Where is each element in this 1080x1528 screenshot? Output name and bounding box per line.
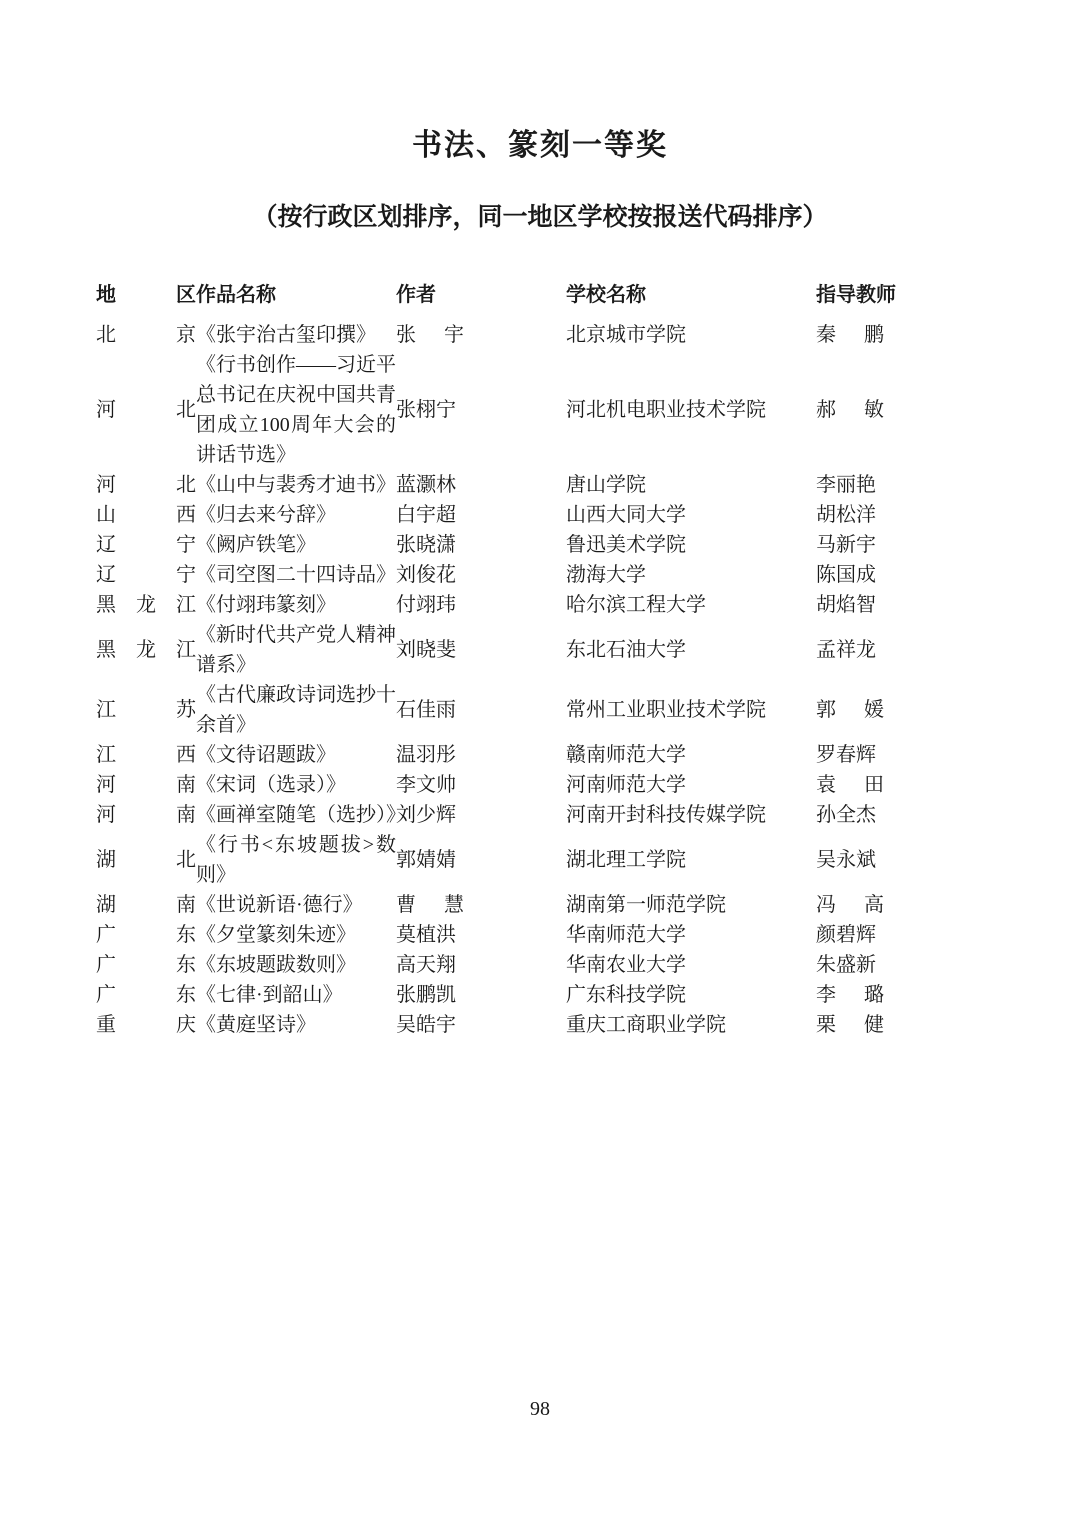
cell-teacher: 李丽艳 xyxy=(816,474,876,496)
cell-work-title: 《阙庐铁笔》 xyxy=(196,534,316,556)
cell-school: 华南师范大学 xyxy=(566,924,686,946)
cell-school: 常州工业职业技术学院 xyxy=(566,699,766,721)
cell-author: 刘少辉 xyxy=(396,804,456,826)
cell-school: 广东科技学院 xyxy=(566,984,686,1006)
cell-author: 刘俊花 xyxy=(396,564,456,586)
cell-work-title: 《张宇治古玺印撰》 xyxy=(196,324,376,346)
cell-author: 李文帅 xyxy=(396,774,456,796)
table-row xyxy=(96,770,988,800)
cell-region: 广东 xyxy=(96,954,196,976)
cell-region: 河南 xyxy=(96,774,196,796)
cell-work-title: 《世说新语·德行》 xyxy=(196,894,363,916)
cell-teacher: 吴永斌 xyxy=(816,849,876,871)
cell-region: 广东 xyxy=(96,984,196,1006)
cell-author: 郭婧婧 xyxy=(396,849,456,871)
cell-author: 刘晓斐 xyxy=(396,639,456,661)
table-header-row xyxy=(96,270,988,320)
cell-teacher: 孙全杰 xyxy=(816,804,876,826)
column-header-teacher: 指导教师 xyxy=(816,284,896,306)
page-number: 98 xyxy=(530,1398,550,1420)
cell-region: 湖北 xyxy=(96,849,196,871)
award-table-container xyxy=(96,270,988,1040)
cell-school: 东北石油大学 xyxy=(566,639,686,661)
cell-author: 张栩宁 xyxy=(396,399,456,421)
cell-region: 江西 xyxy=(96,744,196,766)
cell-work-title: 《文待诏题跋》 xyxy=(196,744,336,766)
column-header-region: 地区 xyxy=(96,284,196,306)
cell-work-title: 《司空图二十四诗品》 xyxy=(196,564,396,586)
column-header-school: 学校名称 xyxy=(566,284,646,306)
table-row xyxy=(96,920,988,950)
cell-author: 白宇超 xyxy=(396,504,456,526)
cell-work-title: 《新时代共产党人精神谱系》 xyxy=(196,624,396,676)
cell-author: 高天翔 xyxy=(396,954,456,976)
cell-author: 温羽彤 xyxy=(396,744,456,766)
cell-teacher: 郭媛 xyxy=(816,699,884,721)
cell-work-title: 《古代廉政诗词选抄十余首》 xyxy=(196,684,396,736)
cell-region: 河北 xyxy=(96,399,196,421)
cell-school: 赣南师范大学 xyxy=(566,744,686,766)
cell-teacher: 袁田 xyxy=(816,774,884,796)
cell-work-title: 《七律·到韶山》 xyxy=(196,984,343,1006)
table-header xyxy=(96,270,988,320)
cell-school: 山西大同大学 xyxy=(566,504,686,526)
cell-school: 河北机电职业技术学院 xyxy=(566,399,766,421)
cell-work-title: 《行书<东坡题拔>数则》 xyxy=(196,834,396,886)
cell-region: 黑龙江 xyxy=(96,639,196,661)
page-subtitle: （按行政区划排序，同一地区学校按报送代码排序） xyxy=(252,204,828,231)
cell-work-title: 《画禅室随笔（选抄）》 xyxy=(196,804,406,826)
table-row xyxy=(96,470,988,500)
cell-school: 北京城市学院 xyxy=(566,324,686,346)
cell-region: 辽宁 xyxy=(96,564,196,586)
cell-teacher: 朱盛新 xyxy=(816,954,876,976)
cell-school: 河南开封科技传媒学院 xyxy=(566,804,766,826)
cell-region: 辽宁 xyxy=(96,534,196,556)
cell-school: 湖北理工学院 xyxy=(566,849,686,871)
cell-school: 渤海大学 xyxy=(566,564,646,586)
cell-region: 山西 xyxy=(96,504,196,526)
cell-school: 华南农业大学 xyxy=(566,954,686,976)
table-row xyxy=(96,830,988,890)
cell-teacher: 栗健 xyxy=(816,1014,884,1036)
cell-school: 唐山学院 xyxy=(566,474,646,496)
cell-author: 付翊玮 xyxy=(396,594,456,616)
cell-teacher: 罗春辉 xyxy=(816,744,876,766)
cell-teacher: 郝敏 xyxy=(816,399,884,421)
cell-school: 湖南第一师范学院 xyxy=(566,894,726,916)
cell-author: 张鹏凯 xyxy=(396,984,456,1006)
cell-teacher: 胡焰智 xyxy=(816,594,876,616)
table-row xyxy=(96,530,988,560)
cell-teacher: 冯高 xyxy=(816,894,884,916)
cell-region: 黑龙江 xyxy=(96,594,196,616)
cell-work-title: 《付翊玮篆刻》 xyxy=(196,594,336,616)
cell-region: 北京 xyxy=(96,324,196,346)
cell-author: 曹慧 xyxy=(396,894,464,916)
cell-school: 鲁迅美术学院 xyxy=(566,534,686,556)
cell-teacher: 秦鹏 xyxy=(816,324,884,346)
cell-work-title: 《山中与裴秀才迪书》 xyxy=(196,474,396,496)
table-row xyxy=(96,320,988,350)
table-row xyxy=(96,740,988,770)
cell-school: 重庆工商职业学院 xyxy=(566,1014,726,1036)
cell-teacher: 马新宇 xyxy=(816,534,876,556)
cell-work-title: 《夕堂篆刻朱迹》 xyxy=(196,924,356,946)
table-row xyxy=(96,980,988,1010)
cell-teacher: 孟祥龙 xyxy=(816,639,876,661)
table-row xyxy=(96,1010,988,1040)
table-row xyxy=(96,890,988,920)
cell-work-title: 《归去来兮辞》 xyxy=(196,504,336,526)
cell-region: 重庆 xyxy=(96,1014,196,1036)
award-table xyxy=(96,270,988,1040)
cell-work-title: 《行书创作——习近平总书记在庆祝中国共青团成立100周年大会的讲话节选》 xyxy=(196,354,396,466)
cell-teacher: 陈国成 xyxy=(816,564,876,586)
column-header-author: 作者 xyxy=(396,284,436,306)
cell-work-title: 《宋词（选录）》 xyxy=(196,774,346,796)
cell-region: 湖南 xyxy=(96,894,196,916)
cell-author: 石佳雨 xyxy=(396,699,456,721)
table-row xyxy=(96,500,988,530)
cell-region: 江苏 xyxy=(96,699,196,721)
cell-teacher: 胡松洋 xyxy=(816,504,876,526)
cell-teacher: 李璐 xyxy=(816,984,884,1006)
table-body xyxy=(96,320,988,1040)
cell-region: 广东 xyxy=(96,924,196,946)
table-row xyxy=(96,950,988,980)
table-row xyxy=(96,680,988,740)
table-row xyxy=(96,590,988,620)
cell-author: 张晓潇 xyxy=(396,534,456,556)
cell-author: 张宇 xyxy=(396,324,464,346)
column-header-work: 作品名称 xyxy=(196,284,276,306)
cell-author: 吴皓宇 xyxy=(396,1014,456,1036)
cell-region: 河北 xyxy=(96,474,196,496)
table-row xyxy=(96,350,988,470)
table-row xyxy=(96,620,988,680)
cell-work-title: 《黄庭坚诗》 xyxy=(196,1014,316,1036)
table-row xyxy=(96,800,988,830)
table-row xyxy=(96,560,988,590)
cell-author: 蓝灏林 xyxy=(396,474,456,496)
page-title: 书法、篆刻一等奖 xyxy=(412,129,668,162)
cell-author: 莫植洪 xyxy=(396,924,456,946)
cell-school: 河南师范大学 xyxy=(566,774,686,796)
cell-work-title: 《东坡题跋数则》 xyxy=(196,954,356,976)
cell-region: 河南 xyxy=(96,804,196,826)
cell-teacher: 颜碧辉 xyxy=(816,924,876,946)
cell-school: 哈尔滨工程大学 xyxy=(566,594,706,616)
